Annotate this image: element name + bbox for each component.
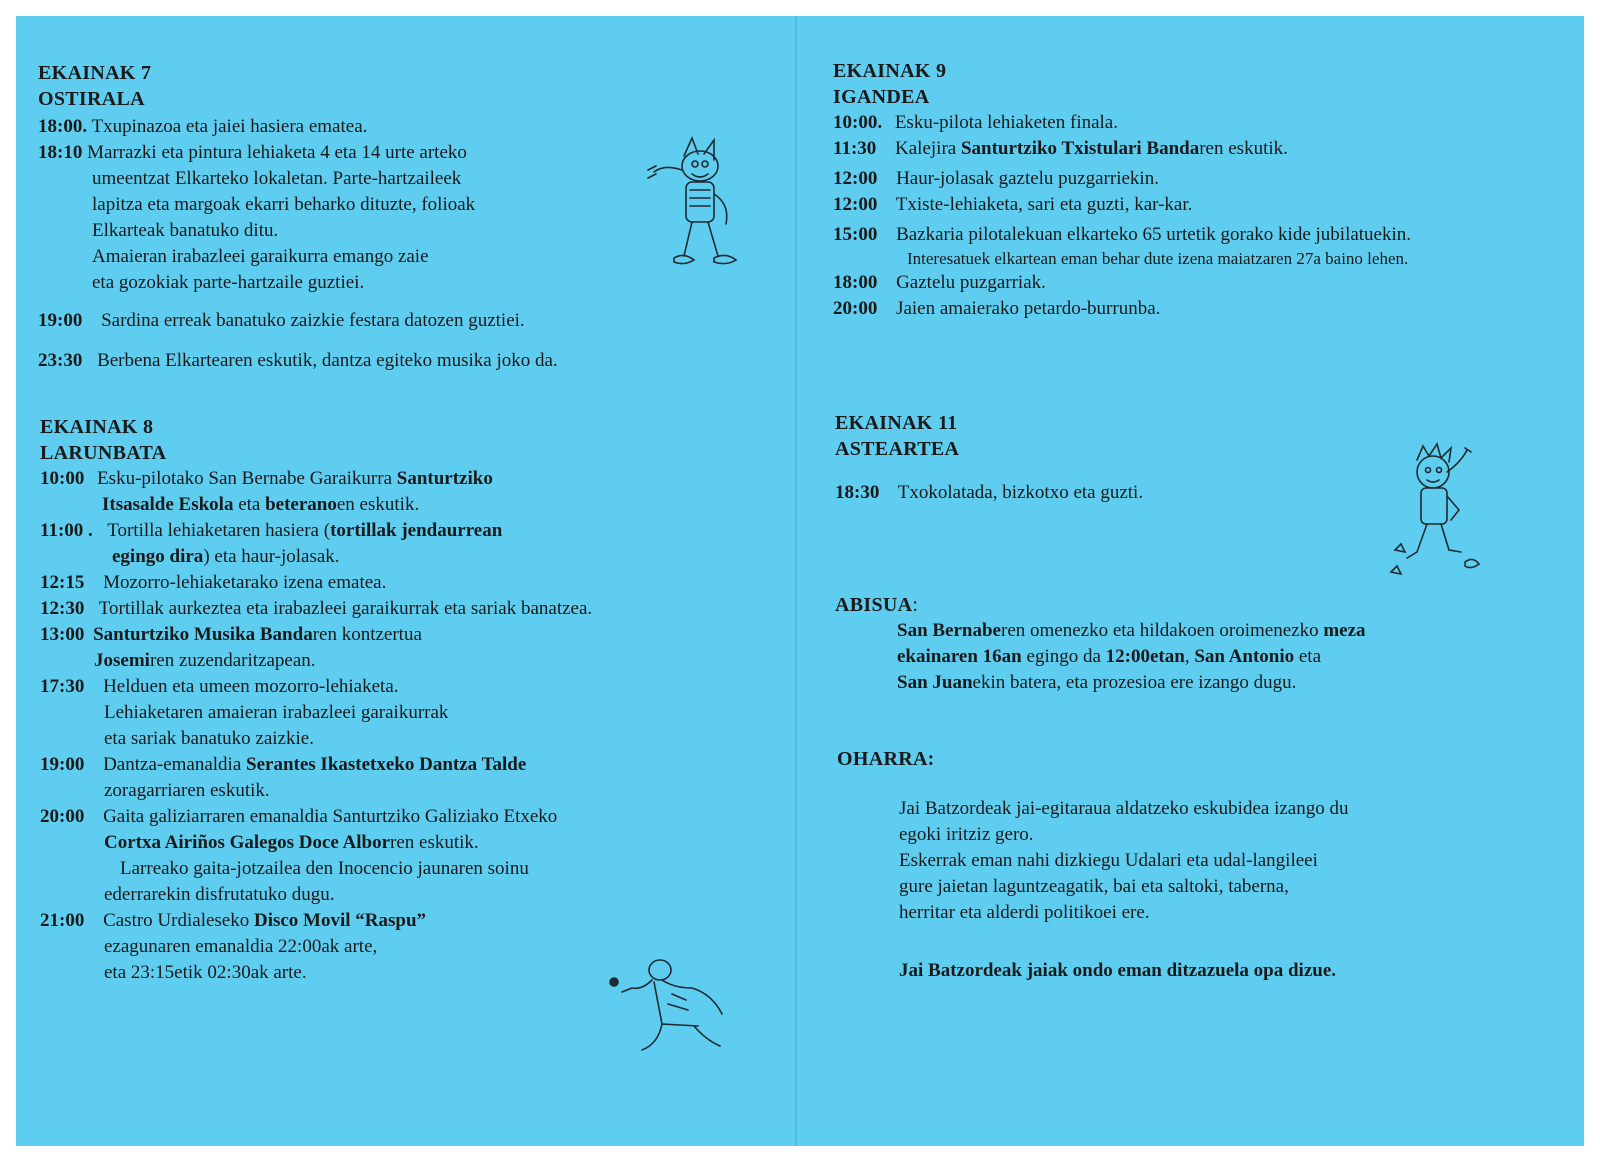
event-text: Berbena Elkartearen eskutik, dantza egiteko musika joko da.: [97, 350, 558, 371]
event-text-bold: Santurtziko Musika Banda: [93, 624, 313, 645]
event-text: Txupinazoa eta jaiei hasiera ematea.: [91, 116, 368, 137]
event-time: 18:00: [833, 272, 878, 293]
event-text: Bazkaria pilotalekuan elkarteko 65 urtetik gorako kide jubilatuekin.: [896, 224, 1412, 245]
event-text: Elkarteak banatuko ditu.: [92, 220, 279, 241]
abisua-bold: San Bernabe: [897, 620, 1001, 641]
event-day8-2000: [40, 804, 780, 908]
event-time: 20:00: [40, 806, 85, 827]
oharra-section: [837, 746, 1577, 984]
abisua-bold: San Juan: [897, 672, 973, 693]
event-time: 11:30: [833, 138, 877, 159]
event-day9-1200b: [833, 192, 1573, 218]
event-day7-1900: [38, 308, 778, 334]
event-note: Interesatuek elkartean eman behar dute izena maiatzaren 27a baino lehen.: [907, 249, 1409, 268]
event-text: Jaien amaierako petardo-burrunba.: [896, 298, 1161, 319]
event-text-bold: Santurtziko Txistulari Banda: [960, 138, 1200, 159]
pelota-player-illustration: [602, 954, 742, 1064]
event-time: 18:30: [835, 482, 880, 503]
event-day8-1230: [40, 596, 780, 622]
event-time: 10:00: [40, 468, 85, 489]
event-text: Esku-pilotako San Bernabe Garaikurra: [97, 468, 397, 489]
right-page: [797, 16, 1584, 1146]
event-day9-1500: [833, 222, 1573, 270]
abisua-text-part: ,: [1184, 646, 1195, 667]
event-text: ren eskutik.: [390, 832, 479, 853]
event-day11-1830: [835, 480, 1435, 506]
event-text: Haur-jolasak gaztelu puzgarriekin.: [896, 168, 1159, 189]
event-text: Kalejira: [895, 138, 961, 159]
day-7-date: EKAINAK 7: [38, 62, 152, 84]
event-text-bold: Josemi: [94, 650, 150, 671]
event-text: ezagunaren emanaldia 22:00ak arte,: [104, 936, 378, 957]
event-day9-1800: [833, 270, 1573, 296]
event-text: en eskutik.: [336, 494, 420, 515]
event-text: Marrazki eta pintura lehiaketa 4 eta 14 urte arteko: [87, 142, 467, 163]
event-time: 19:00: [38, 310, 83, 331]
event-time: 17:30: [40, 676, 85, 697]
event-text: eta gozokiak parte-hartzaile guztiei.: [92, 272, 365, 293]
event-text: ren kontzertua: [312, 624, 422, 645]
abisua-text: [835, 618, 1575, 696]
abisua-text-part: ekin batera, eta prozesioa ere izango dugu.: [972, 672, 1297, 693]
day-8-weekday: LARUNBATA: [40, 442, 167, 464]
oharra-line: gure jaietan laguntzeagatik, bai eta saltoki, taberna,: [899, 876, 1289, 897]
event-text: eta: [233, 494, 266, 515]
event-text: zoragarriaren eskutik.: [104, 780, 270, 801]
event-text: Txiste-lehiaketa, sari eta guzti, kar-kar.: [895, 194, 1193, 215]
event-text: Larreako gaita-jotzailea den Inocencio jaunaren soinu: [120, 858, 529, 879]
event-time: 18:00.: [38, 116, 88, 137]
day-9-date: EKAINAK 9: [833, 60, 947, 82]
event-text-bold: Itsasalde Eskola: [102, 494, 234, 515]
event-text-bold: beterano: [265, 494, 337, 515]
abisua-bold: ekainaren 16an: [897, 646, 1022, 667]
event-time: 11:00 .: [40, 520, 93, 541]
event-text: umeentzat Elkarteko lokaletan. Parte-hartzaileek: [92, 168, 462, 189]
event-text: Helduen eta umeen mozorro-lehiaketa.: [103, 676, 399, 697]
event-time: 19:00: [40, 754, 85, 775]
event-text: Lehiaketaren amaieran irabazleei garaikurrak: [104, 702, 449, 723]
event-day9-2000: [833, 296, 1573, 322]
abisua-text-part: ren omenezko eta hildakoen oroimenezko: [1001, 620, 1324, 641]
event-text: eta 23:15etik 02:30ak arte.: [104, 962, 307, 983]
event-text: Sardina erreak banatuko zaizkie festara datozen guztiei.: [101, 310, 525, 331]
event-day8-1300: [40, 622, 780, 674]
event-text: Gaztelu puzgarriak.: [896, 272, 1046, 293]
event-time: 13:00: [40, 624, 85, 645]
event-text: eta sariak banatuko zaizkie.: [104, 728, 314, 749]
event-text-bold: Santurtziko: [396, 468, 493, 489]
event-day7-2330: [38, 348, 778, 374]
abisua-colon: :: [912, 594, 919, 616]
day-11-weekday: ASTEARTEA: [835, 438, 960, 460]
day-9-weekday: IGANDEA: [833, 86, 930, 108]
event-time: 18:10: [38, 142, 83, 163]
event-time: 23:30: [38, 350, 83, 371]
event-text: Dantza-emanaldia: [103, 754, 247, 775]
running-boy-illustration: [1387, 440, 1497, 590]
abisua-section: [835, 592, 1575, 696]
event-text-bold: tortillak jendaurrean: [330, 520, 503, 541]
event-day8-1100: [40, 518, 780, 570]
day-11-section: [835, 410, 1435, 506]
event-text: lapitza eta margoak ekarri beharko dituzte, folioak: [92, 194, 476, 215]
event-text: Tortilla lehiaketaren hasiera (: [107, 520, 331, 541]
day-7-weekday: OSTIRALA: [38, 88, 145, 110]
event-time: 10:00.: [833, 112, 883, 133]
event-text: Amaieran irabazleei garaikurra emango zaie: [92, 246, 429, 267]
event-time: 15:00: [833, 224, 878, 245]
day-8-section: [40, 414, 780, 986]
oharra-text: [837, 796, 1577, 926]
event-time: 12:00: [833, 194, 878, 215]
event-text-bold: Disco Movil “Raspu”: [253, 910, 427, 931]
event-text-bold: Cortxa Airiños Galegos Doce Albor: [104, 832, 391, 853]
event-text: Mozorro-lehiaketarako izena ematea.: [103, 572, 387, 593]
event-text: Tortillak aurkeztea eta irabazleei garaikurrak eta sariak banatzea.: [98, 598, 593, 619]
event-text-bold: Serantes Ikastetxeko Dantza Talde: [246, 754, 527, 775]
event-day9-1000: [833, 110, 1573, 136]
day-8-date: EKAINAK 8: [40, 416, 154, 438]
oharra-line: Eskerrak eman nahi dizkiegu Udalari eta udal-langileei: [899, 850, 1318, 871]
event-day9-1130: [833, 136, 1573, 162]
event-text: Esku-pilota lehiaketen finala.: [894, 112, 1118, 133]
event-text-bold: egingo dira: [112, 546, 204, 567]
abisua-bold: meza: [1323, 620, 1366, 641]
event-text: ren eskutik.: [1199, 138, 1288, 159]
event-time: 12:15: [40, 572, 85, 593]
oharra-closing: Jai Batzordeak jaiak ondo eman ditzazuela opa dizue.: [899, 960, 1337, 981]
event-text: ) eta haur-jolasak.: [203, 546, 340, 567]
abisua-bold: 12:00etan: [1105, 646, 1185, 667]
event-text: Txokolatada, bizkotxo eta guzti.: [897, 482, 1144, 503]
event-time: 21:00: [40, 910, 85, 931]
event-day8-1000: [40, 466, 780, 518]
event-day8-1730: [40, 674, 780, 752]
cartoon-cat-illustration: [634, 134, 744, 284]
event-day8-1900: [40, 752, 780, 804]
abisua-title: ABISUA: [835, 594, 913, 616]
event-text: Gaita galiziarraren emanaldia Santurtziko Galiziako Etxeko: [103, 806, 558, 827]
oharra-title: OHARRA:: [837, 748, 935, 770]
oharra-line: herritar eta alderdi politikoei ere.: [899, 902, 1150, 923]
event-text: ren zuzendaritzapean.: [149, 650, 316, 671]
oharra-line: Jai Batzordeak jai-egitaraua aldatzeko eskubidea izango du: [899, 798, 1349, 819]
event-text: Castro Urdialeseko: [103, 910, 254, 931]
event-day8-1215: [40, 570, 780, 596]
event-time: 12:30: [40, 598, 85, 619]
event-time: 12:00: [833, 168, 878, 189]
abisua-bold: San Antonio: [1194, 646, 1295, 667]
event-day9-1200a: [833, 166, 1573, 192]
day-11-date: EKAINAK 11: [835, 412, 958, 434]
abisua-text-part: eta: [1294, 646, 1322, 667]
event-time: 20:00: [833, 298, 878, 319]
event-text: ederrarekin disfrutatuko dugu.: [104, 884, 335, 905]
abisua-text-part: egingo da: [1021, 646, 1106, 667]
left-page: [16, 16, 795, 1146]
oharra-line: egoki iritziz gero.: [899, 824, 1034, 845]
day-9-section: [833, 58, 1573, 322]
